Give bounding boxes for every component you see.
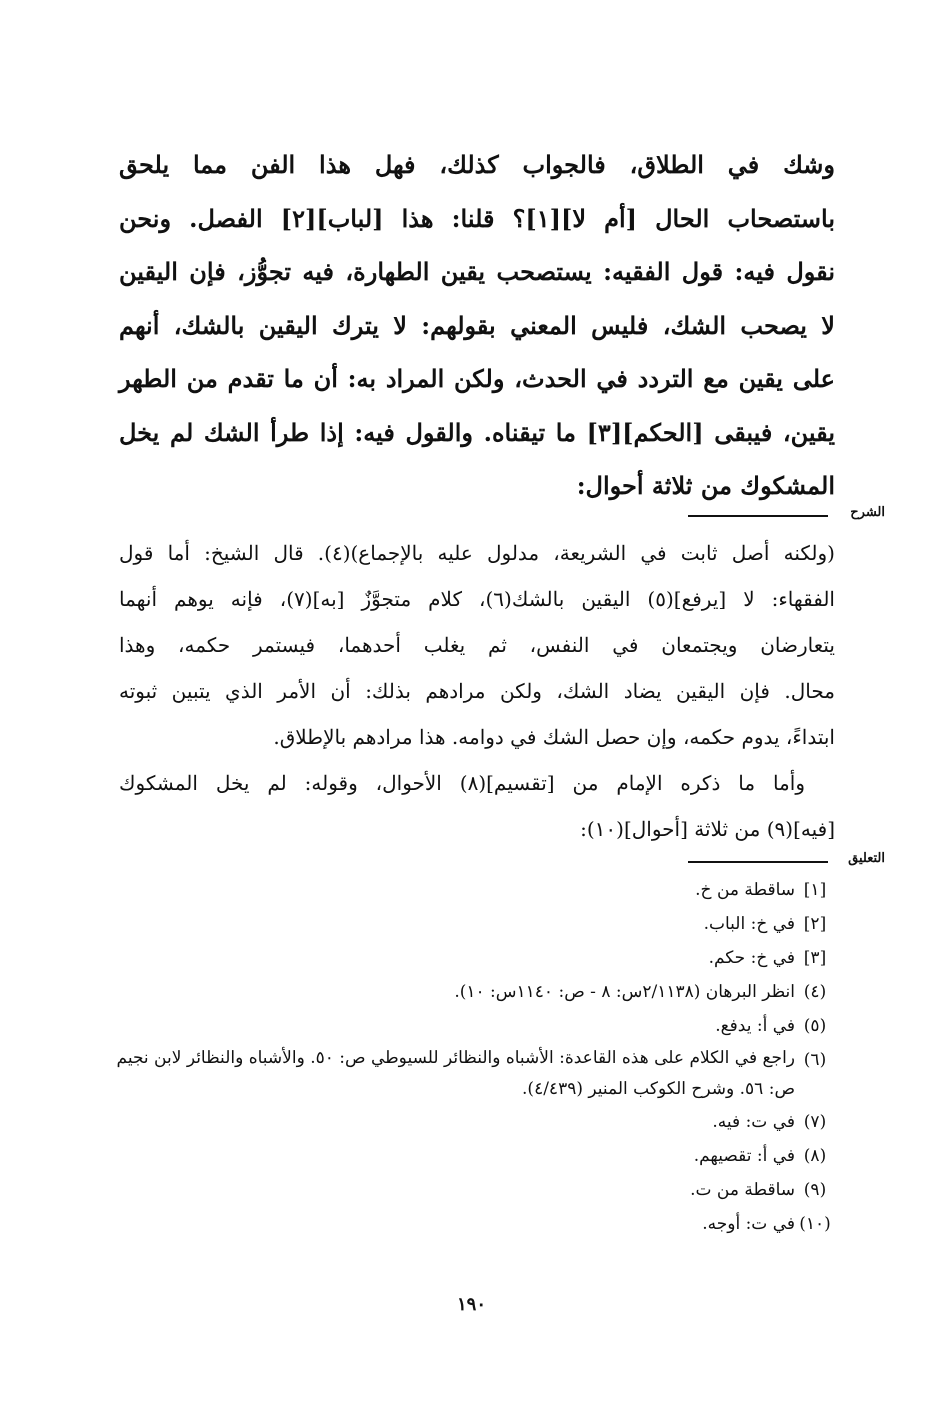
sharh-line: يتعارضان ويجتمعان في النفس، ثم يغلب أحدهما، فيستمر حكمه، وهذا: [119, 633, 835, 657]
footnote: [95, 1009, 835, 1043]
footnote-number: [٣]: [803, 948, 827, 968]
footnote-number: (٩): [803, 1180, 827, 1200]
footnote-number: [١]: [803, 880, 827, 900]
sharh-line: ابتداءً، يدوم حكمه، وإن حصل الشك في دوامه. هذا مرادهم بالإطلاق.: [273, 725, 835, 749]
taliq-label: التعليق: [848, 851, 885, 866]
footnote-text: في خ: الباب.: [703, 914, 795, 934]
footnote: [95, 1139, 835, 1173]
sharh-line: الفقهاء: لا [يرفع](٥) اليقين بالشك(٦)، كلام متجوَّزٌ [به](٧)، فإنه يوهم أنهما: [119, 587, 835, 611]
footnote-text: راجع في الكلام على هذه القاعدة: الأشباه والنظائر للسيوطي ص: ٥٠. والأشباه والنظائر لابن نجيم ص: ٥٦. وشرح الكوكب المنير (٤/٤٣٩).: [116, 1048, 795, 1099]
main-line: المشكوك من ثلاثة أحوال:: [576, 471, 835, 500]
footnote: [95, 907, 835, 941]
sharh-text: [119, 530, 835, 852]
footnote-number: (٥): [803, 1016, 827, 1036]
page-number: ١٩٠: [456, 1294, 486, 1315]
footnote-text: في أ: يدفع.: [715, 1016, 795, 1036]
footnote-number: (٧): [803, 1112, 827, 1132]
footnote: [95, 1173, 835, 1207]
footnotes: [95, 873, 835, 1241]
sharh-line: محال. فإن اليقين يضاد الشك، ولكن مرادهم بذلك: أن الأمر الذي يتبين ثبوته: [119, 679, 835, 703]
footnote-text: في أ: تقصيهم.: [693, 1146, 795, 1166]
footnote: [95, 1207, 835, 1241]
taliq-divider: [688, 861, 828, 863]
footnote-number: (١٠): [799, 1214, 831, 1234]
main-line: لا يصحب الشك، فليس المعني بقولهم: لا يترك اليقين بالشك، أنهم: [119, 310, 835, 340]
sharh-label: الشرح: [850, 505, 885, 520]
footnote: [95, 1105, 835, 1139]
footnote-text: انظر البرهان (٢/١١٣٨س: ٨ - ص: ١١٤٠س: ١٠).: [454, 982, 795, 1002]
footnote-number: [٢]: [803, 914, 827, 934]
footnote: [95, 873, 835, 907]
main-line: نقول فيه: قول الفقيه: يستصحب يقين الطهارة، فيه تجوُّز، فإن اليقين: [119, 257, 835, 286]
main-line: وشك في الطلاق، فالجواب كذلك، فهل هذا الفن مما يلحق: [119, 150, 835, 179]
sharh-line: (ولكنه أصل ثابت في الشريعة، مدلول عليه بالإجماع)(٤). قال الشيخ: أما قول: [119, 541, 835, 565]
footnote-number: (٤): [803, 982, 827, 1002]
footnote-text: ساقطة من ت.: [690, 1180, 795, 1200]
footnote: [95, 941, 835, 975]
footnote-text: في خ: حكم.: [708, 948, 795, 968]
sharh-divider: [688, 515, 828, 517]
footnote: [95, 1043, 835, 1105]
main-line: على يقين مع التردد في الحدث، ولكن المراد به: أن ما تقدم من الطهر: [119, 364, 835, 393]
main-line: باستصحاب الحال [أم لا][١]؟ قلنا: هذا [لباب][٢] الفصل. ونحن: [119, 203, 836, 233]
footnote-number: (٦): [803, 1050, 827, 1070]
footnote-text: ساقطة من خ.: [695, 880, 795, 900]
footnote-text: في ت: فيه.: [712, 1112, 795, 1132]
main-text: [119, 138, 835, 513]
footnote: [95, 975, 835, 1009]
sharh-line: وأما ما ذكره الإمام من [تقسيم](٨) الأحوال، وقوله: لم يخل المشكوك: [119, 771, 805, 795]
sharh-line: [فيه](٩) من ثلاثة [أحوال](١٠):: [580, 817, 835, 841]
footnote-text: في ت: أوجه.: [702, 1214, 795, 1234]
main-line: يقين، فيبقى [الحكم][٣] ما تيقناه. والقول فيه: إذا طرأ الشك لم يخل: [119, 417, 835, 447]
footnote-number: (٨): [803, 1146, 827, 1166]
